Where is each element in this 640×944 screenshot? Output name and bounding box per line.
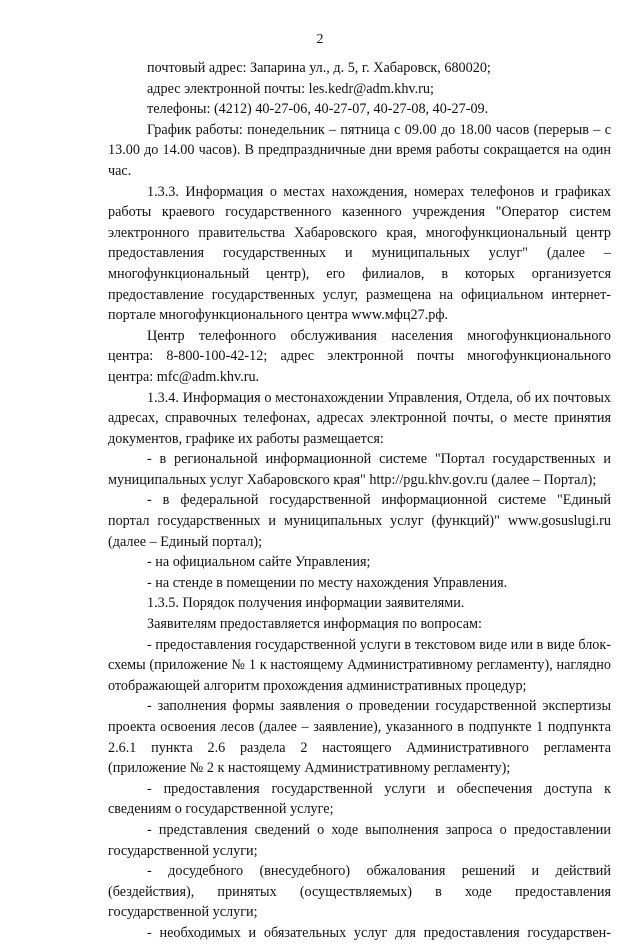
info-topics-intro: Заявителям предоставляется информация по вопросам:	[147, 616, 482, 633]
list-item-required-services: - необходимых и обязательных услуг для предоставления государствен-	[147, 924, 611, 941]
list-item-appeal: - досудебного (внесудебного) обжалования решений и действий (бездействия), принятых (осуществляемых) в ходе предоставления государственной услуги;	[108, 863, 611, 921]
list-item-application-form: - заполнения формы заявления о проведении государственной экспертизы проекта освоения лесов (далее – заявление), указанного в подпункте 1 подпункта 2.6.1 пункта 2.6 раздела 2 настоящего Административного регламента (приложение № 2 к настоящему Административному регламенту);	[108, 698, 611, 777]
list-item-official-site: - на официальном сайте Управления;	[147, 554, 371, 571]
document-body	[108, 58, 611, 944]
page-number: 2	[316, 32, 324, 47]
list-item-request-status: - представления сведений о ходе выполнения запроса о предоставлении государственной услуги;	[108, 821, 611, 859]
section-1-3-4: 1.3.4. Информация о местонахождении Управления, Отдела, об их почтовых адресах, справочных телефонах, адресах электронной почты, о месте принятия документов, графике их работы размещается:	[108, 389, 611, 447]
mfc-call-center: Центр телефонного обслуживания населения многофункционального центра: 8-800-100-42-12; адрес электронной почты многофункционального центра: mfc@adm.khv.ru.	[108, 327, 611, 385]
email-address: адрес электронной почты: les.kedr@adm.khv.ru;	[147, 80, 434, 97]
list-item-stand: - на стенде в помещении по месту нахождения Управления.	[147, 574, 508, 591]
list-item-federal-portal: - в федеральной государственной информационной системе "Единый портал государственных и муниципальных услуг (функций)" www.gosuslugi.ru (далее – Единый портал);	[108, 492, 611, 550]
list-item-regional-portal: - в региональной информационной системе "Портал государственных и муниципальных услуг Хабаровского края" http://pgu.khv.gov.ru (далее – Портал);	[108, 451, 611, 488]
section-1-3-3: 1.3.3. Информация о местах нахождения, номерах телефонов и графиках работы краевого государственного казенного учреждения "Оператор систем электронного правительства Хабаровского края, многофункциональный центр предоставления государственных и муниципальных услуг" (далее – многофункциональный центр), его филиалов, в которых организуется предоставление государственных услуг, размещена на официальном интернет-портале многофункционального центра www.мфц27.рф.	[108, 183, 611, 324]
work-schedule: График работы: понедельник – пятница с 09.00 до 18.00 часов (перерыв – с 13.00 до 14.00 часов). В предпраздничные дни время работы сокращается на один час.	[108, 121, 611, 179]
section-1-3-5: 1.3.5. Порядок получения информации заявителями.	[147, 595, 465, 612]
postal-address: почтовый адрес: Запарина ул., д. 5, г. Хабаровск, 680020;	[147, 60, 491, 76]
list-item-service-flowchart: - предоставления государственной услуги в текстовом виде или в виде блок-схемы (приложение № 1 к настоящему Административному регламенту), наглядно отображающей алгоритм прохождения административных процедур;	[108, 636, 611, 694]
list-item-service-access: - предоставления государственной услуги и обеспечения доступа к сведениям о государственной услуге;	[108, 780, 611, 818]
phones: телефоны: (4212) 40-27-06, 40-27-07, 40-27-08, 40-27-09.	[147, 101, 489, 118]
